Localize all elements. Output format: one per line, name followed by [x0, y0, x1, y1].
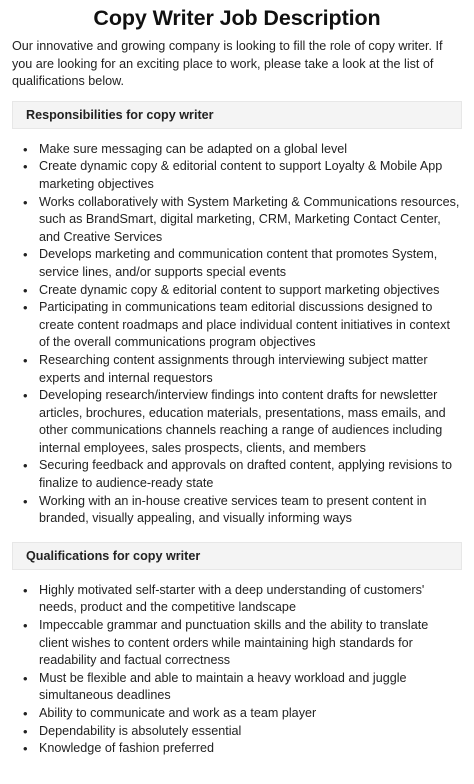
list-item-text: Create dynamic copy & editorial content to support marketing objectives	[39, 282, 440, 297]
list-item	[23, 705, 462, 723]
list-item-text: Securing feedback and approvals on drafted content, applying revisions to finalize to audience-ready state	[39, 458, 453, 491]
list-item	[23, 457, 462, 492]
bullet-icon: •	[23, 300, 28, 316]
list-item-text: Knowledge of fashion preferred	[39, 741, 215, 756]
list-item	[23, 493, 462, 528]
bullet-icon: •	[23, 159, 28, 175]
responsibilities-list	[12, 141, 462, 528]
list-item	[23, 158, 462, 193]
intro-paragraph: Our innovative and growing company is looking to fill the role of copy writer. If you are looking for an exciting place to work, please take a look at the list of qualifications below.	[12, 39, 443, 89]
list-item-text: Participating in communications team editorial discussions designed to create content roadmaps and place individual content initiatives in context of the overall communications program objectives	[39, 300, 450, 350]
bullet-icon: •	[23, 141, 28, 157]
bullet-icon: •	[23, 723, 28, 739]
list-item-text: Impeccable grammar and punctuation skills and the ability to translate client wishes to content orders while maintaining high standards for readability and factual correctness	[39, 618, 429, 668]
bullet-icon: •	[23, 670, 28, 686]
list-item	[23, 194, 462, 247]
list-item	[23, 670, 462, 705]
bullet-icon: •	[23, 282, 28, 298]
list-item-text: Must be flexible and able to maintain a heavy workload and juggle simultaneous deadlines	[39, 670, 407, 703]
responsibilities-heading: Responsibilities for copy writer	[12, 101, 462, 129]
list-item-text: Develops marketing and communication content that promotes System, service lines, and/or supports special events	[39, 247, 438, 279]
list-item	[23, 141, 462, 159]
list-item-text: Make sure messaging can be adapted on a global level	[39, 141, 348, 156]
list-item-text: Works collaboratively with System Marketing & Communications resources, such as BrandSmart, digital marketing, CRM, Marketing Contact Center, and Creative Services	[39, 194, 460, 244]
bullet-icon: •	[23, 582, 28, 598]
list-item-text: Researching content assignments through interviewing subject matter experts and internal requestors	[39, 352, 428, 385]
list-item	[23, 723, 462, 741]
bullet-icon: •	[23, 458, 28, 474]
list-item	[23, 299, 462, 352]
list-item	[23, 617, 462, 670]
bullet-icon: •	[23, 706, 28, 721]
bullet-icon: •	[23, 247, 28, 263]
bullet-icon: •	[23, 741, 28, 757]
list-item	[23, 740, 462, 758]
bullet-icon: •	[23, 194, 28, 210]
bullet-icon: •	[23, 388, 28, 404]
qualifications-list	[12, 582, 462, 758]
list-item	[23, 282, 462, 300]
list-item-text: Dependability is absolutely essential	[39, 723, 242, 738]
bullet-icon: •	[23, 352, 28, 368]
list-item-text: Highly motivated self-starter with a deep understanding of customers' needs, product and the competitive landscape	[39, 582, 425, 615]
list-item	[23, 387, 462, 457]
list-item	[23, 582, 462, 617]
page-title: Copy Writer Job Description	[93, 6, 381, 30]
list-item	[23, 352, 462, 387]
bullet-icon: •	[23, 618, 28, 634]
qualifications-heading: Qualifications for copy writer	[12, 542, 462, 570]
list-item-text: Create dynamic copy & editorial content to support Loyalty & Mobile App marketing objectives	[39, 159, 443, 191]
list-item-text: Ability to communicate and work as a team player	[39, 706, 317, 720]
list-item-text: Working with an in-house creative services team to present content in branded, visually appealing, and visually informing ways	[39, 493, 427, 526]
list-item-text: Developing research/interview findings into content drafts for newsletter articles, brochures, education materials, presentations, mass emails, and other communications channels reaching a range of audiences including internal employees, sales prospects, clients, and members	[39, 388, 446, 455]
list-item	[23, 246, 462, 281]
bullet-icon: •	[23, 493, 28, 509]
